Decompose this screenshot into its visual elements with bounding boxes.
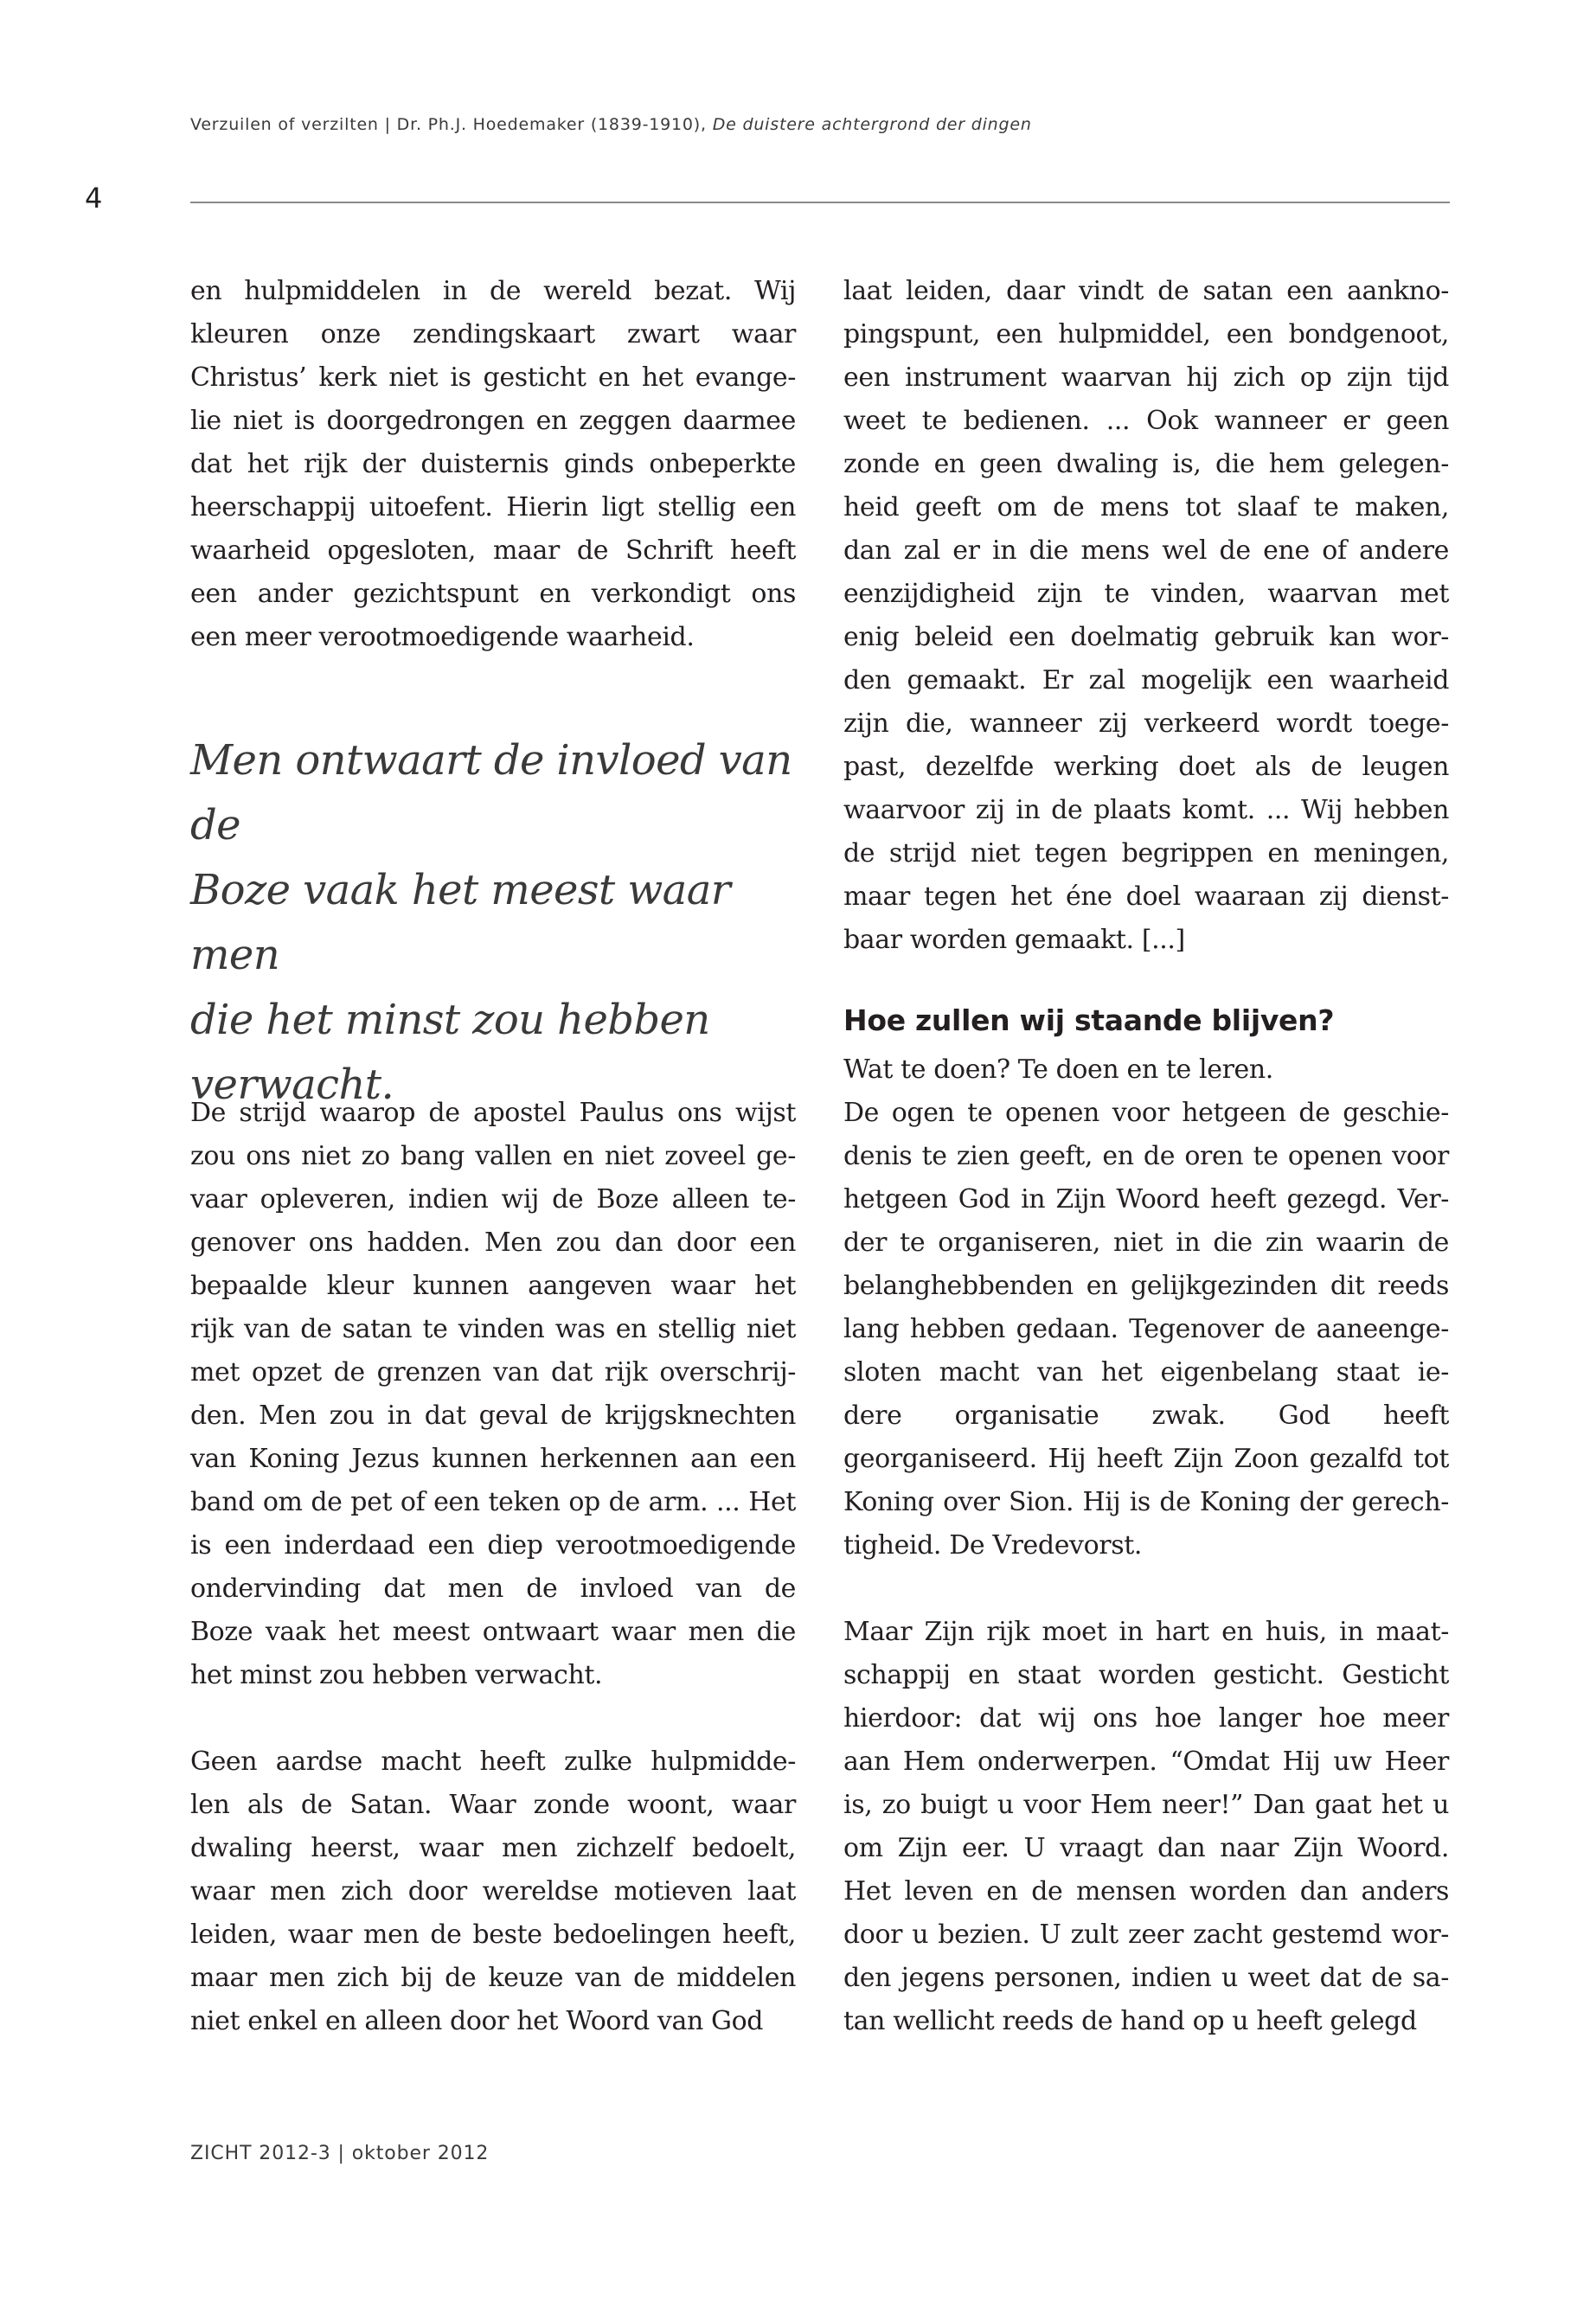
text-line: zou ons niet zo bang vallen en niet zoveel ge- [190, 1141, 796, 1171]
text-line: ondervinding dat men de invloed van de [190, 1574, 796, 1604]
right-column-bottom [843, 1611, 1449, 2043]
text-line: het minst zou hebben verwacht. [190, 1660, 603, 1690]
text-line: den. Men zou in dat geval de krijgsknechten [190, 1400, 796, 1431]
text-line: laat leiden, daar vindt de satan een aankno- [843, 276, 1449, 306]
text-line: tan wellicht reeds de hand op u heeft gelegd [843, 2006, 1417, 2036]
text-line: om Zijn eer. U vraagt dan naar Zijn Woord. [843, 1833, 1449, 1863]
left-column-body [190, 1092, 796, 2043]
text-line: den jegens personen, indien u weet dat de sa- [843, 1963, 1449, 1993]
text-line: van Koning Jezus kunnen herkennen aan een [190, 1444, 796, 1474]
running-head [190, 115, 1032, 134]
text-line: niet enkel en alleen door het Woord van God [190, 2006, 764, 2036]
text-line: door u bezien. U zult zeer zacht gestemd wor- [843, 1920, 1449, 1950]
running-head-author: Verzuilen of verzilten | Dr. Ph.J. Hoedemaker (1839-1910), [190, 115, 713, 134]
text-line: bepaalde kleur kunnen aangeven waar het [190, 1271, 796, 1301]
header-rule [190, 202, 1450, 203]
text-line: Geen aardse macht heeft zulke hulpmidde- [190, 1747, 796, 1777]
text-line: waar men zich door wereldse motieven laat [190, 1876, 796, 1907]
text-line: vaar opleveren, indien wij de Boze alleen te- [190, 1184, 796, 1215]
text-line: waarvoor zij in de plaats komt. ... Wij hebben [843, 795, 1449, 825]
text-line: een meer verootmoedigende waarheid. [190, 622, 695, 652]
text-line: genover ons hadden. Men zou dan door een [190, 1227, 796, 1258]
text-line: lie niet is doorgedrongen en zeggen daarmee [190, 406, 796, 436]
text-line: maar tegen het éne doel waaraan zij dienst- [843, 881, 1449, 912]
text-line: waarheid opgesloten, maar de Schrift heeft [190, 535, 796, 566]
paragraph-aardse-macht [190, 1740, 796, 2043]
text-line: len als de Satan. Waar zonde woont, waar [190, 1790, 796, 1820]
text-line: De strijd waarop de apostel Paulus ons wijst [190, 1098, 796, 1128]
text-line: hetgeen God in Zijn Woord heeft gezegd. Ver- [843, 1184, 1449, 1215]
text-line: een instrument waarvan hij zich op zijn tijd [843, 362, 1449, 393]
text-line: dat het rijk der duisternis ginds onbeperkte [190, 449, 796, 479]
text-line: leiden, waar men de beste bedoelingen heeft, [190, 1920, 796, 1950]
text-line: belanghebbenden en gelijkgezinden dit reeds [843, 1271, 1449, 1301]
text-line: die het minst zou hebben [190, 996, 710, 1044]
text-line: Het leven en de mensen worden dan anders [843, 1876, 1449, 1907]
text-line: dwaling heerst, waar men zichzelf bedoelt, [190, 1833, 796, 1863]
text-line: zonde en geen dwaling is, die hem gelegen- [843, 449, 1449, 479]
text-line: hierdoor: dat wij ons hoe langer hoe meer [843, 1703, 1449, 1734]
text-line: Christus’ kerk niet is gesticht en het evange- [190, 362, 796, 393]
text-line: schappij en staat worden gesticht. Gesticht [843, 1660, 1449, 1690]
text-line: Boze vaak het meest waar men [190, 866, 731, 979]
text-line: der te organiseren, niet in die zin waarin de [843, 1227, 1449, 1258]
text-line: en hulpmiddelen in de wereld bezat. Wij [190, 276, 796, 306]
text-line: Boze vaak het meest ontwaart waar men die [190, 1617, 796, 1647]
text-line: Men ontwaart de invloed van de [190, 736, 792, 849]
text-line: verwacht. [190, 1061, 394, 1109]
paragraph-ogen-openen [843, 1092, 1449, 1567]
text-line: zijn die, wanneer zij verkeerd wordt toege- [843, 708, 1449, 739]
text-line: den gemaakt. Er zal mogelijk een waarheid [843, 665, 1449, 695]
text-line: weet te bedienen. ... Ook wanneer er geen [843, 406, 1449, 436]
text-line: eenzijdigheid zijn te vinden, waarvan met [843, 579, 1449, 609]
text-line: dan zal er in die mens wel de ene of andere [843, 535, 1449, 566]
text-line: denis te zien geeft, en de oren te openen voor [843, 1141, 1449, 1171]
right-column-top [843, 270, 1449, 962]
left-column-lead [190, 270, 796, 659]
text-line: tigheid. De Vredevorst. [843, 1530, 1142, 1561]
text-line: band om de pet of een teken op de arm. ... Het [190, 1487, 796, 1517]
pull-quote-text [190, 728, 796, 1118]
text-line: De ogen te openen voor hetgeen de geschie- [843, 1098, 1449, 1128]
text-line: rijk van de satan te vinden was en stellig niet [190, 1314, 796, 1344]
text-line: de strijd niet tegen begrippen en meningen, [843, 838, 1449, 868]
running-head-title: De duistere achtergrond der dingen [712, 115, 1032, 134]
page-number: 4 [85, 182, 103, 215]
text-line: kleuren onze zendingskaart zwart waar [190, 319, 796, 349]
text-line: baar worden gemaakt. [...] [843, 925, 1185, 955]
text-line: maar men zich bij de keuze van de middelen [190, 1963, 796, 1993]
paragraph-laat-leiden [843, 270, 1449, 962]
paragraph-zijn-rijk [843, 1611, 1449, 2043]
footer-issue: ZICHT 2012-3 | oktober 2012 [190, 2143, 490, 2164]
text-line: enig beleid een doelmatig gebruik kan wor- [843, 622, 1449, 652]
text-line: lang hebben gedaan. Tegenover de aaneenge- [843, 1314, 1449, 1344]
text-line: is, zo buigt u voor Hem neer!” Dan gaat het u [843, 1790, 1449, 1820]
text-line: past, dezelfde werking doet als de leugen [843, 752, 1449, 782]
lead-paragraph [190, 270, 796, 659]
pull-quote [190, 728, 796, 1118]
paragraph-strijd [190, 1092, 796, 1697]
intro-line: Wat te doen? Te doen en te leren. [843, 1054, 1273, 1085]
text-line: heid geeft om de mens tot slaaf te maken, [843, 492, 1449, 522]
right-column-middle [843, 1048, 1449, 1567]
text-line: Maar Zijn rijk moet in hart en huis, in maat- [843, 1617, 1449, 1647]
text-line: met opzet de grenzen van dat rijk overschrij- [190, 1357, 796, 1388]
text-line: georganiseerd. Hij heeft Zijn Zoon gezalfd tot [843, 1444, 1449, 1474]
text-line: dere organisatie zwak. God heeft [843, 1400, 1449, 1431]
text-line: een ander gezichtspunt en verkondigt ons [190, 579, 796, 609]
text-line: Koning over Sion. Hij is de Koning der gerech- [843, 1487, 1449, 1517]
text-line: pingspunt, een hulpmiddel, een bondgenoot, [843, 319, 1449, 349]
text-line: heerschappij uitoefent. Hierin ligt stellig een [190, 492, 796, 522]
section-heading: Hoe zullen wij staande blijven? [843, 1003, 1335, 1037]
text-line: is een inderdaad een diep verootmoedigende [190, 1530, 796, 1561]
text-line: sloten macht van het eigenbelang staat ie- [843, 1357, 1449, 1388]
text-line: aan Hem onderwerpen. “Omdat Hij uw Heer [843, 1747, 1449, 1777]
